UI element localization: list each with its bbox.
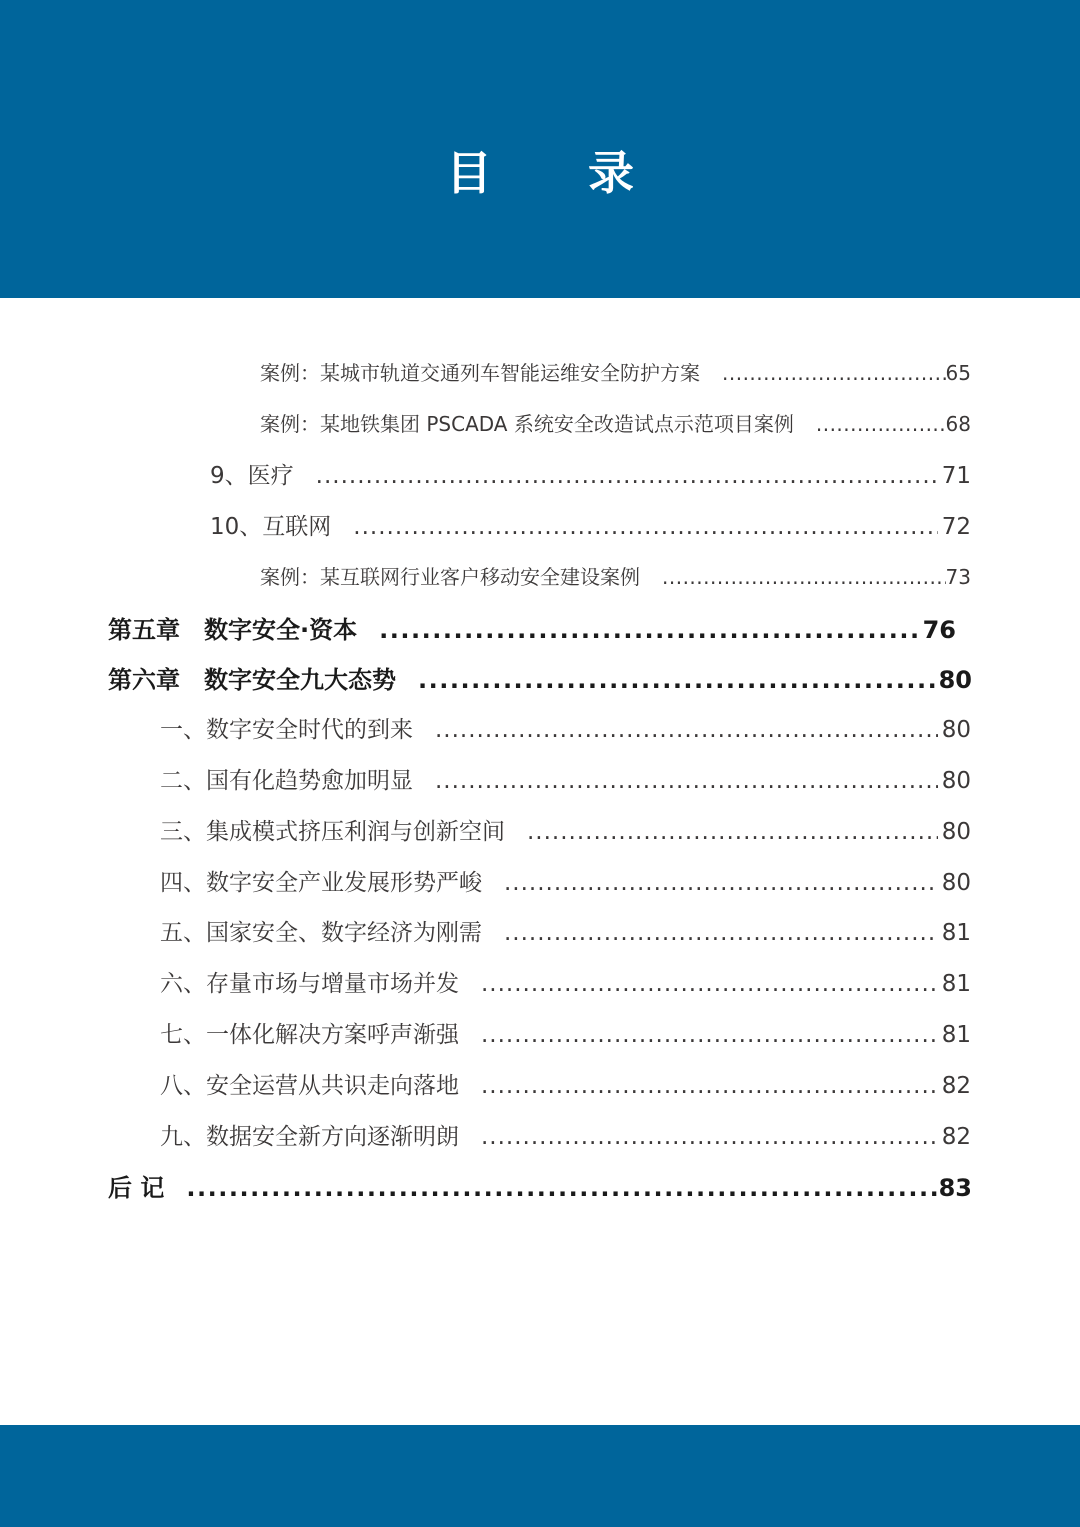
toc-entry[interactable]	[160, 813, 971, 846]
toc-entry-label: 9、医疗	[210, 463, 294, 489]
toc-chapter-entry[interactable]	[108, 660, 972, 695]
toc-dot-leader	[504, 870, 938, 896]
toc-entry-label: 七、一体化解决方案呼声渐强	[160, 1022, 459, 1048]
toc-entry[interactable]	[160, 1016, 971, 1049]
toc-entry-label: 案例：某地铁集团 PSCADA 系统安全改造试点示范项目案例	[260, 412, 794, 436]
toc-entry-page: 72	[941, 514, 971, 540]
toc-entry[interactable]	[160, 965, 971, 998]
toc-entry-label: 一、数字安全时代的到来	[160, 717, 413, 743]
toc-entry-label: 八、安全运营从共识走向落地	[160, 1073, 459, 1099]
toc-entry-page: 65	[945, 361, 971, 385]
toc-chapter-entry[interactable]	[108, 1168, 972, 1203]
toc-dot-leader	[481, 1022, 938, 1048]
toc-entry[interactable]	[160, 1067, 971, 1100]
toc-entry-label: 六、存量市场与增量市场并发	[160, 971, 459, 997]
toc-dot-leader	[435, 717, 938, 743]
toc-entry[interactable]	[160, 1118, 971, 1151]
toc-dot-leader	[186, 1174, 938, 1202]
toc-dot-leader	[379, 616, 922, 644]
toc-entry-page: 80	[938, 666, 972, 694]
toc-entry-page: 82	[941, 1073, 971, 1099]
toc-entry-page: 71	[941, 463, 971, 489]
toc-dot-leader	[527, 819, 938, 845]
toc-chapter-entry[interactable]	[108, 610, 956, 645]
toc-entry[interactable]	[160, 711, 971, 744]
toc-dot-leader	[481, 1073, 938, 1099]
toc-entry[interactable]	[210, 508, 971, 541]
footer-band	[0, 1425, 1080, 1527]
page-title: 目 录	[445, 146, 674, 200]
toc-entry-label: 三、集成模式挤压利润与创新空间	[160, 819, 505, 845]
toc-dot-leader	[504, 920, 938, 946]
toc-entry-label: 第五章 数字安全·资本	[108, 616, 358, 644]
toc-entry[interactable]	[160, 762, 971, 795]
toc-entry-page: 80	[941, 819, 971, 845]
toc-dot-leader	[662, 565, 946, 589]
toc-entry-page: 73	[945, 565, 971, 589]
toc-entry[interactable]	[260, 561, 971, 590]
toc-entry-page: 82	[941, 1124, 971, 1150]
toc-entry-label: 四、数字安全产业发展形势严峻	[160, 870, 482, 896]
toc-dot-leader	[353, 514, 937, 540]
toc-entry-page: 68	[945, 412, 971, 436]
toc-dot-leader	[481, 1124, 938, 1150]
toc-entry[interactable]	[210, 457, 971, 490]
toc-entry-page: 80	[941, 870, 971, 896]
toc-entry-page: 83	[938, 1174, 972, 1202]
toc-entry[interactable]	[260, 408, 971, 437]
toc-entry-label: 案例：某互联网行业客户移动安全建设案例	[260, 565, 640, 589]
toc-dot-leader	[722, 361, 946, 385]
toc-entry[interactable]	[160, 864, 971, 897]
toc-entry-label: 案例：某城市轨道交通列车智能运维安全防护方案	[260, 361, 700, 385]
toc-entry-label: 九、数据安全新方向逐渐明朗	[160, 1124, 459, 1150]
toc-dot-leader	[481, 971, 938, 997]
toc-entry[interactable]	[160, 914, 971, 947]
toc-entry-label: 后 记	[108, 1174, 165, 1202]
toc-entry-page: 81	[941, 1022, 971, 1048]
toc-entry-page: 81	[941, 971, 971, 997]
toc-entry-page: 80	[941, 768, 971, 794]
toc-entry[interactable]	[260, 357, 971, 386]
toc-entry-label: 10、互联网	[210, 514, 332, 540]
toc-entry-label: 二、国有化趋势愈加明显	[160, 768, 413, 794]
toc-dot-leader	[418, 666, 939, 694]
toc-dot-leader	[316, 463, 938, 489]
toc-entry-page: 80	[941, 717, 971, 743]
toc-dot-leader	[816, 412, 946, 436]
toc-entry-page: 76	[922, 616, 956, 644]
toc-entry-label: 第六章 数字安全九大态势	[108, 666, 396, 694]
toc-dot-leader	[435, 768, 938, 794]
toc-entry-label: 五、国家安全、数字经济为刚需	[160, 920, 482, 946]
toc-entry-page: 81	[941, 920, 971, 946]
